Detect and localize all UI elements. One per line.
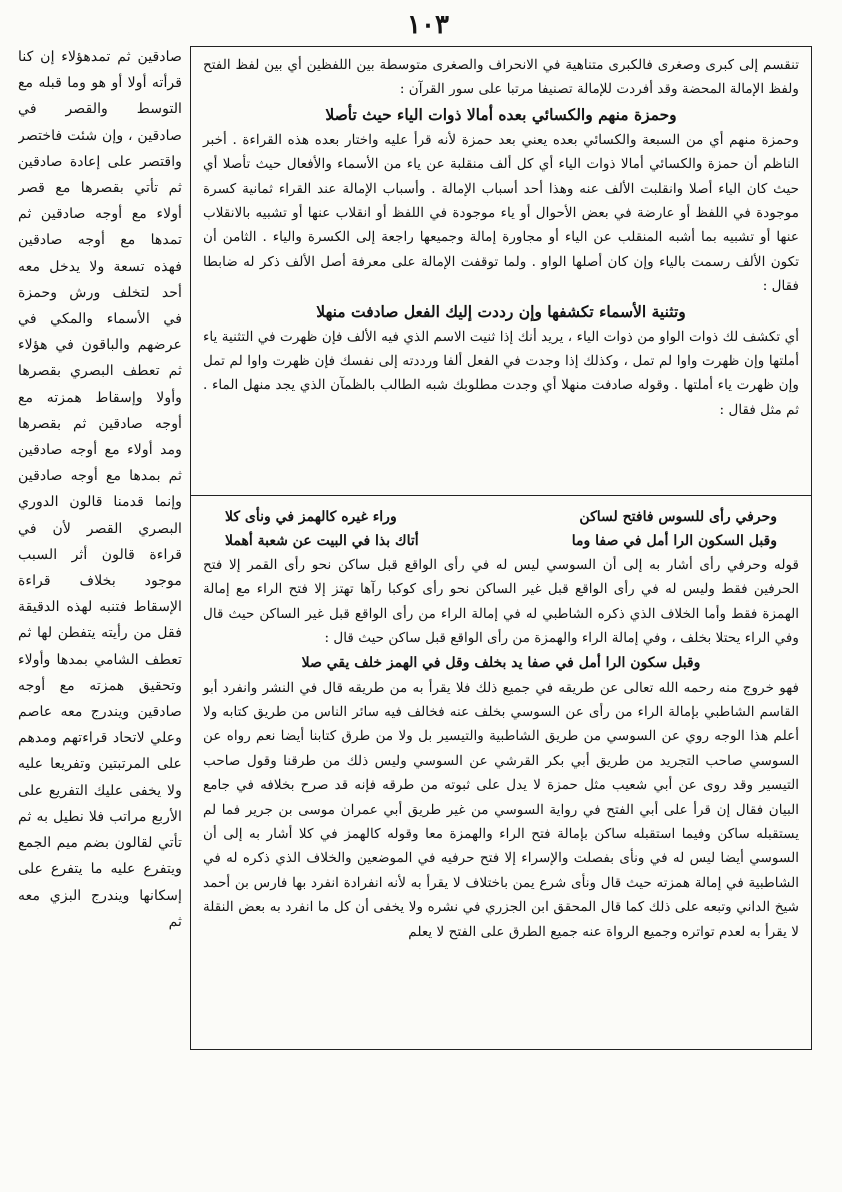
main-commentary-section <box>191 47 811 493</box>
margin-commentary-text: صادقين ثم تمدهؤلاء إن كنا قرأته أولا أو هو وما قبله مع التوسط والقصر في صادقين ، وإن شئت فاختصر واقتصر على إعادة صادقين ثم تأتي بقصرها مع قصر أولاء مع أوجه صادقين ثم تمدها مع أوجه صادقين فهذه تسعة ولا يدخل معه أحد لتخلف ورش وحمزة في الأسماء والمكي في عرضهم والباقون في هؤلاء ثم تعطف البصري بقصرها وأولا وإسقاط همزته مع أوجه صادقين ثم بقصرها ومد أولاء مع أوجه صادقين ثم بمدها مع أوجه صادقين وإنما قدمنا قالون الدوري البصري القصر لأن في قراءة قالون أثر السبب موجود بخلاف قراءة الإسقاط فتنبه لهذه الدقيقة فقل من رأيته يتفطن لها ثم تعطف الشامي بمدها وأولاء وتحقيق همزته مع أوجه صادقين ويندرج معه عاصم وعلي لاتحاد قراءتهم ومدهم على المرتبتين وتفريعا عليه ولا يخفى عليك التفريع على الأربع مراتب فلا نطيل به ثم تأتي لقالون بضم ميم الجمع ويتفرع عليه ما يتفرع على إسكانها ويندرج البزي معه ثم <box>18 49 182 930</box>
intro-paragraph: تنقسم إلى كبرى وصغرى فالكبرى متناهية في الانحراف والصغرى متوسطة بين اللفظين أي بين لفظ الفتح ولفظ الإمالة المحضة وقد أفردت للإمالة تصنيفا مرتبا على سور القرآن : <box>203 57 799 98</box>
page-number: ١٠٣ <box>407 10 449 40</box>
verse-tathniya: وتثنية الأسماء تكشفها وإن رددت إليك الفعل صادفت منهلا <box>316 301 686 321</box>
poem-line-2-left: أتاك بذا في البيت عن شعبة أهملا <box>225 533 419 549</box>
verse-hamza-kisai: وحمزة منهم والكسائي بعده أمالا ذوات الياء حيث تأصلا <box>325 104 677 124</box>
footnote-section <box>191 499 811 1047</box>
poem-line-2-right: وقبل السكون الرا أمل في صفا وما <box>571 533 777 549</box>
margin-commentary <box>18 44 182 1064</box>
poem-line-2 <box>203 529 799 553</box>
footnote-paragraph-1: قوله وحرفي رأى أشار به إلى أن السوسي ليس له في رأى الواقع قبل ساكن نحو رأى القمر إلا فتح الحرفين فقط وليس له في رأى الواقع قبل غير الساكن نحو رأى كوكبا رآها تهتز إلا فتح الراء مع إمالة الهمزة فقط وأما الخلاف الذي ذكره الشاطبي له في إمالة الراء من رأى الواقع قبل غير الساكن حيث قال وفي الراء يحتلا بخلف ، وفي إمالة الراء والهمزة من رأى الواقع قبل ساكن حيث قال : <box>203 557 799 647</box>
poem-line-1-left: وراء غيره كالهمز في ونأى كلا <box>225 509 397 525</box>
main-text-frame <box>190 46 812 1050</box>
tathniya-explanation: أي تكشف لك ذوات الواو من ذوات الياء ، يريد أنك إذا ثنيت الاسم الذي فيه الألف فإن ظهرت في التثنية ياء أملتها وإن ظهرت واوا لم تمل ، وكذلك إذا وجدت في الفعل ألفا ورددته إلى نفسك فإن ظهرت واوا لم تمل وإن ظهرت ياء أملتها . وقوله صادفت منهلا أي وجدت مطلوبك شبه الطالب بالظمآن الذي يجد منهل الماء . ثم مثل فقال : <box>203 328 799 418</box>
poem-line-1 <box>203 505 799 529</box>
footnote-paragraph-2: فهو خروج منه رحمه الله تعالى عن طريقه في جميع ذلك فلا يقرأ به من طريقه قال في النشر وانفرد أبو القاسم الشاطبي بإمالة الراء من رأى عن السوسي بخلف عنه فخالف فيه سائر الناس من طريق كتابه ولا أعلم هذا الوجه روي عن السوسي من طريق الشاطبية والتيسير بل ولا من طرق كتابنا أيضا نعم رواه عن السوسي صاحب التجريد من طريق أبي بكر القرشي عن السوسي وليس ذلك من طرقنا وقول صاحب التيسير وقد روى عن أبي شعيب مثل حمزة لا يدل على ثبوته من طرقه فإنه قد صرح بخلافه في جامع البيان فقال إن قرأ على أبي الفتح في رواية السوسي من غير طريق أبي عمران موسى بن جرير فما لم يستقبله ساكن وفيما استقبله ساكن بإمالة فتح الراء والهمزة معا وقوله كالهمز في كلا أشار به إلى أن السوسي أيضا ليس له في ونأى بفصلت والإسراء إلا فتح حرفيه في الموضعين والخلاف الذي ذكره له في الشاطبية في إمالة همزته حيث قال ونأى شرع يمن باختلاف لا يقرأ به لأنه انفرادة انفرد بها فارس بن أحمد شيخ الداني وتبعه على ذلك كما قال المحقق ابن الجزري في نشره ولا يخفى أن كل ما انفرد به بعض النقلة لا يقرأ به لعدم تواتره وجميع الرواة عنه جميع الطرق على الفتح لا يعلم <box>203 679 799 940</box>
poem-line-1-right: وحرفي رأى للسوس فافتح لساكن <box>579 509 777 525</box>
poem-line-3: وقبل سكون الرا أمل في صفا يد بخلف وقل في الهمز خلف يقي صلا <box>301 654 701 671</box>
section-divider <box>191 495 811 496</box>
explanation-paragraph: وحمزة منهم أي من السبعة والكسائي بعده يعني بعد حمزة لأنه قرأ عليه واختار بعده هذه القراءة . أخبر الناظم أن حمزة والكسائي أمالا ذوات الياء أي كل ألف منقلبة عن ياء من الأسماء والأفعال حيث تأصلا أي حيث كان الياء أصلا وانقلبت الألف عنه وهذا أحد أسباب الإمالة . وأسباب الإمالة عند القراء ثمانية كسرة موجودة في اللفظ أو عارضة في بعض الأحوال أو ياء موجودة في اللفظ أو انقلاب عنها أو تشبيه بالانقلاب عنها أو تشبيه بما أشبه المنقلب عن الياء أو مجاورة إمالة وجميعها راجعة إلى الكسرة والياء . الثامن أن تكون الألف رسمت بالياء وإن كان أصلها الواو . ولما توقفت الإمالة على معرفة أصل الألف ذكر له ضابطا فقال : <box>203 131 799 295</box>
